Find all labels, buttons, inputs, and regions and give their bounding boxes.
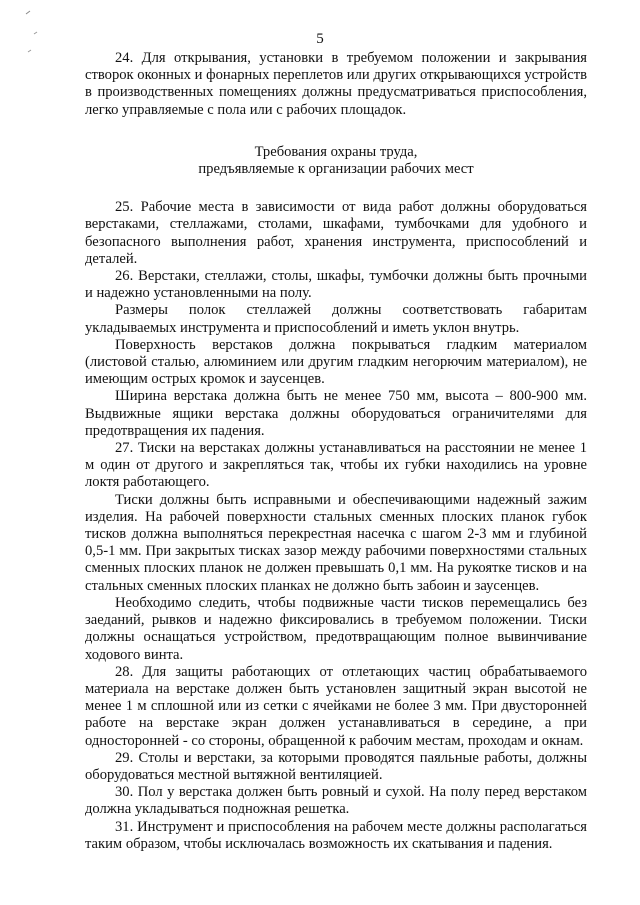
section-heading xyxy=(85,144,587,178)
paragraph-bench-surface: Поверхность верстаков должна покрываться гладким материалом (листовой сталью, алюминием или другим гладким негорючим материалом), не имеющим острых кромок и заусенцев. xyxy=(85,336,587,388)
paragraph-29: 29. Столы и верстаки, за которыми проводятся паяльные работы, должны оборудоваться местной вытяжной вентиляцией. xyxy=(85,749,587,783)
paragraph-28: 28. Для защиты работающих от отлетающих частиц обрабатываемого материала на верстаке должен быть установлен защитный экран высотой не менее 1 м сплошной или из сетки с ячейками не более 3 мм. При двусторонней работе на верстаке экран должен устанавливаться в середине, а при односторонней - со стороны, обращенной к рабочим местам, проходам и окнам. xyxy=(85,663,587,749)
page-number: 5 xyxy=(316,31,324,47)
section-heading-line-1: Требования охраны труда, xyxy=(254,143,418,160)
paragraph-shelf-sizes: Размеры полок стеллажей должны соответствовать габаритам укладываемых инструмента и приспособлений и иметь уклон внутрь. xyxy=(85,302,587,336)
section-heading-line-2: предъявляемые к организации рабочих мест xyxy=(198,161,474,178)
paragraph-bench-width: Ширина верстака должна быть не менее 750 мм, высота – 800-900 мм. Выдвижные ящики верстака должны оборудоваться ограничителями для предотвращения их падения. xyxy=(85,388,587,439)
paragraph-24: 24. Для открывания, установки в требуемом положении и закрывания створок оконных и фонарных переплетов или других открывающихся устройств в производственных помещениях должны предусматриваться приспособления, легко управляемые с пола или с рабочих площадок. xyxy=(85,50,587,118)
paragraph-26: 26. Верстаки, стеллажи, столы, шкафы, тумбочки должны быть прочными и надежно установленными на полу. xyxy=(85,268,587,302)
document-body xyxy=(85,50,587,853)
paragraph-27: 27. Тиски на верстаках должны устанавливаться на расстоянии не менее 1 м один от другого и закрепляться так, чтобы их губки находились на уровне локтя работающего. xyxy=(85,440,587,491)
paragraph-25: 25. Рабочие места в зависимости от вида работ должны оборудоваться верстаками, стеллажами, столами, шкафами, тумбочками для удобного и безопасного выполнения работ, хранения инструмента, приспособлений и деталей. xyxy=(85,199,587,267)
paragraph-vise-condition: Тиски должны быть исправными и обеспечивающими надежный зажим изделия. На рабочей поверхности стальных сменных плоских планок губок тисков должна выполняться перекрестная насечка с шагом 2-3 мм и глубиной 0,5-1 мм. При закрытых тисках зазор между рабочими поверхностями стальных сменных плоских планок не должен превышать 0,1 мм. На рукоятке тисков и на стальных сменных плоских планках не должно быть забоин и заусенцев. xyxy=(85,491,587,594)
paragraph-vise-moving-parts: Необходимо следить, чтобы подвижные части тисков перемещались без заеданий, рывков и надежно фиксировались в требуемом положении. Тиски должны оснащаться устройством, предотвращающим полное вывинчивание ходового винта. xyxy=(85,594,587,663)
paragraph-31: 31. Инструмент и приспособления на рабочем месте должны располагаться таким образом, чтобы исключалась возможность их скатывания и падения. xyxy=(85,818,587,852)
paragraph-30: 30. Пол у верстака должен быть ровный и сухой. На полу перед верстаком должна укладываться подножная решетка. xyxy=(85,784,587,818)
